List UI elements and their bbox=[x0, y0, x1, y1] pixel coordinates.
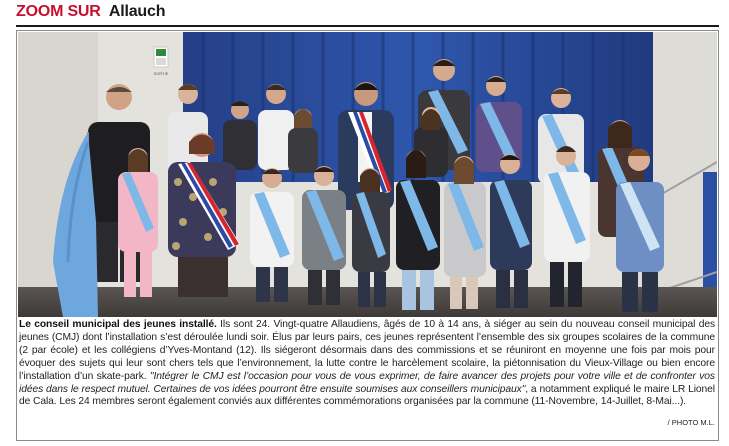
caption-quote: "Intégrer le CMJ est l’occasion pour vous de vous exprimer, de faire avancer des projets pour votre ville et de confronter vos idées dans le respect mutuel. Certaines de vos idées pourront être ensuite soumises aux conseillers municipaux" bbox=[19, 370, 715, 395]
photo-credit: / PHOTO M.L. bbox=[667, 418, 715, 427]
header-rule bbox=[16, 25, 719, 27]
kicker-label: ZOOM SUR bbox=[16, 3, 101, 20]
caption-lead: Le conseil municipal des jeunes installé. bbox=[19, 319, 217, 330]
caption-body-1: Ils sont 24. Vingt-quatre Allaudiens, âgés de 10 à 14 ans, à siéger au sein du nouveau conseil municipal des jeunes (CMJ) dont l’installation s’est déroulée lundi soir. Élus par leurs pairs, ces jeunes représentent l’ensemble des six groupes scolaires de la commune (2 par école) et les collégiens d’Yves-Montand (12). Ils siégeront désormais dans des commissions et se réuniront en moyenne une fois par mois pour évoquer des sujets qui leur sont chers tels que l’environnement, la lutte contre le harcèlement scolaire, la piétonnisation du Vieux-Village ou bien encore l’installation d’un skate-park. bbox=[19, 319, 715, 382]
caption-body-2: , a notamment expliqué le maire LR Lionel de Cala. Les 24 membres seront également conviés aux différentes commémorations organisées par la commune (11-Novembre, 14-Juillet, 8-Mai...). bbox=[19, 383, 715, 408]
group-photo bbox=[18, 32, 717, 317]
photo-caption bbox=[19, 319, 715, 409]
article-header bbox=[16, 0, 719, 24]
section-kicker bbox=[16, 3, 165, 21]
exit-sign-text: SORTIE bbox=[153, 71, 169, 76]
location-label: Allauch bbox=[108, 3, 166, 20]
